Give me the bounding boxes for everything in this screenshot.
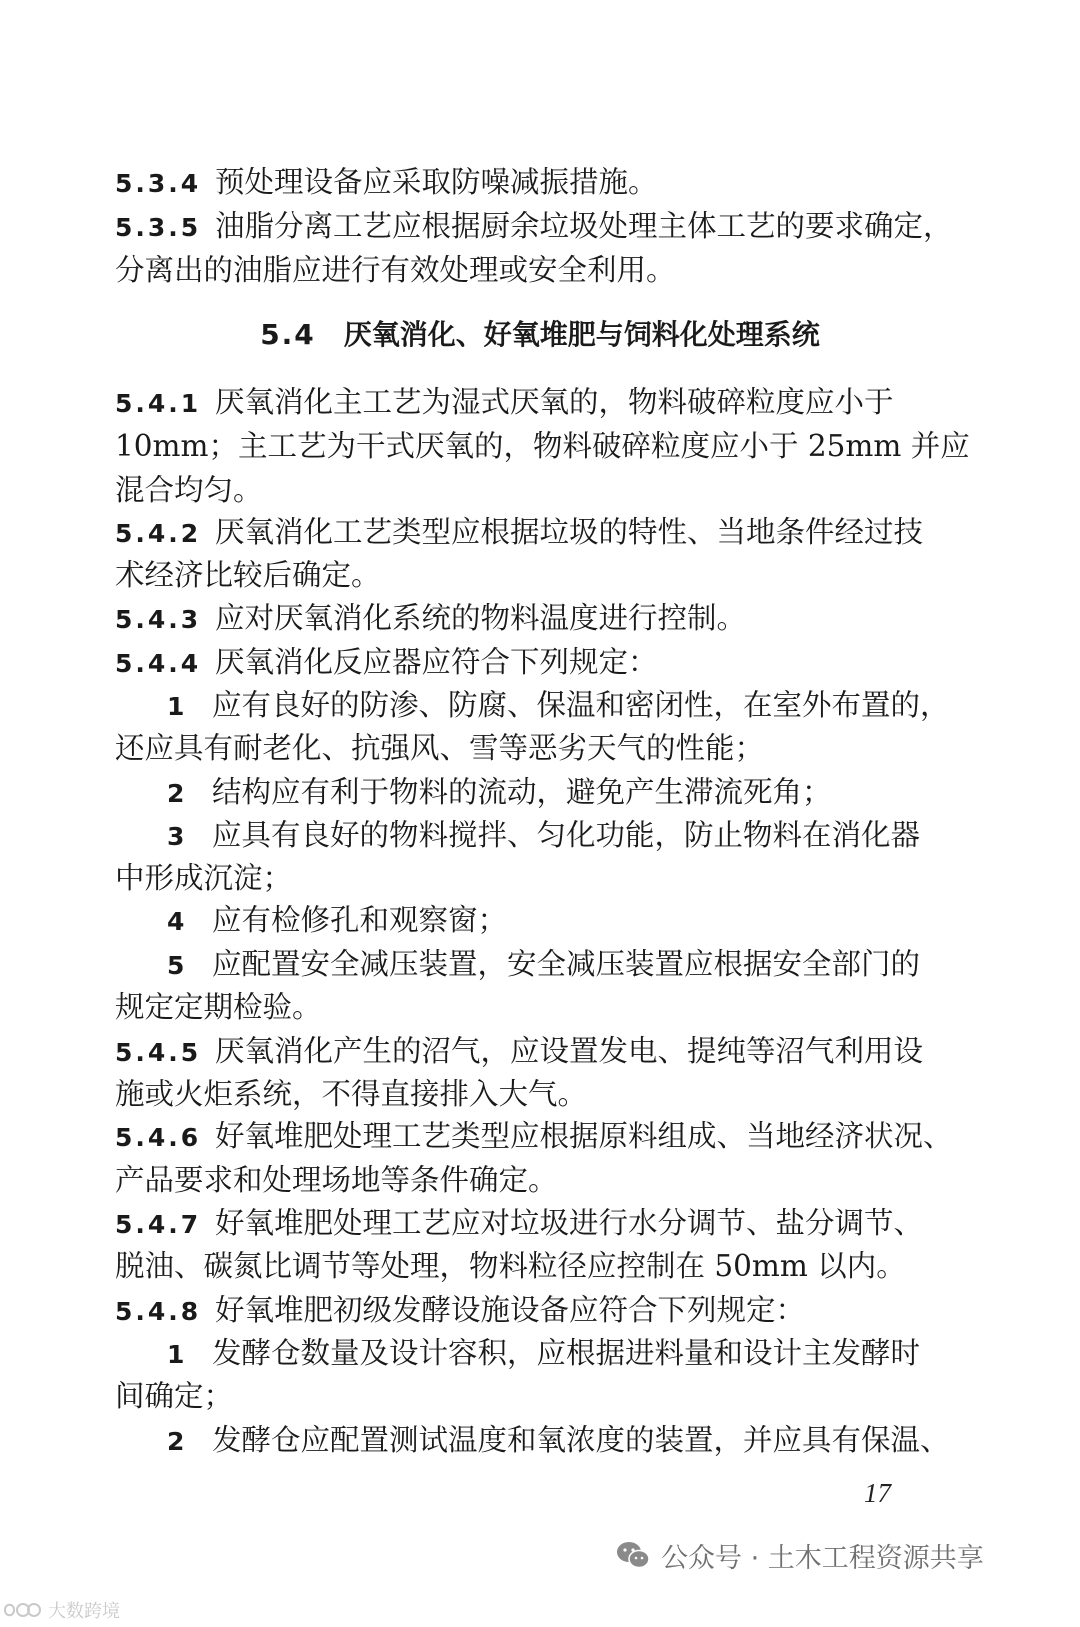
clause-number: 5.3.4	[115, 169, 202, 198]
item-text: 发酵仓应配置测试温度和氧浓度的装置，并应具有保温、	[212, 1423, 950, 1457]
list-item	[167, 942, 1007, 988]
clause-number: 5.3.5	[115, 213, 202, 242]
clause-5-4-6	[115, 1114, 955, 1160]
list-item	[167, 770, 1007, 816]
clause-5-4-7	[115, 1201, 955, 1247]
item-number: 1	[167, 692, 185, 721]
clause-text: 好氧堆肥处理工艺类型应根据原料组成、当地经济状况、	[215, 1119, 953, 1153]
item-number: 2	[167, 779, 185, 808]
wechat-icon	[615, 1540, 651, 1570]
clause-text: 好氧堆肥处理工艺应对垃圾进行水分调节、盐分调节、	[215, 1206, 924, 1240]
clause-5-4-7-cont: 脱油、碳氮比调节等处理，物料粒径应控制在 50mm 以内。	[115, 1249, 906, 1283]
clause-number: 5.4.2	[115, 519, 202, 548]
clause-text: 厌氧消化主工艺为湿式厌氧的，物料破碎粒度应小于	[215, 385, 894, 419]
clause-5-4-8	[115, 1288, 955, 1334]
item-number: 2	[167, 1427, 185, 1456]
list-item	[167, 683, 1007, 729]
item-number: 4	[167, 907, 185, 936]
clause-number: 5.4.7	[115, 1210, 202, 1239]
brand-logo-icon	[2, 1599, 42, 1621]
list-item-cont: 还应具有耐老化、抗强风、雪等恶劣天气的性能；	[115, 731, 765, 765]
list-item	[167, 1418, 1007, 1464]
item-text: 发酵仓数量及设计容积，应根据进料量和设计主发酵时	[212, 1336, 921, 1370]
clause-5-4-4	[115, 640, 955, 686]
list-item	[167, 813, 1007, 859]
item-text: 结构应有利于物料的流动，避免产生滞流死角；	[212, 775, 832, 809]
item-number: 1	[167, 1340, 185, 1369]
section-heading	[0, 313, 1080, 357]
item-text: 应有检修孔和观察窗；	[212, 903, 508, 937]
clause-number: 5.4.8	[115, 1297, 202, 1326]
watermark-text: 大数跨境	[48, 1601, 120, 1622]
list-item-cont: 间确定；	[115, 1379, 234, 1413]
list-item-cont: 中形成沉淀；	[115, 861, 293, 895]
clause-text: 油脂分离工艺应根据厨余垃圾处理主体工艺的要求确定，	[215, 209, 953, 243]
section-number: 5.4	[260, 318, 316, 351]
watermark-text: 公众号 · 土木工程资源共享	[661, 1542, 984, 1574]
clause-text: 应对厌氧消化系统的物料温度进行控制。	[215, 601, 747, 635]
clause-5-4-1-cont2: 混合均匀。	[115, 473, 263, 507]
clause-5-4-2-cont: 术经济比较后确定。	[115, 558, 381, 592]
watermark-wechat	[615, 1535, 984, 1575]
clause-5-4-6-cont: 产品要求和处理场地等条件确定。	[115, 1163, 558, 1197]
clause-text: 厌氧消化工艺类型应根据垃圾的特性、当地条件经过技	[215, 515, 924, 549]
clause-5-4-1	[115, 380, 955, 426]
clause-5-4-2	[115, 510, 955, 556]
list-item	[167, 898, 1007, 944]
clause-5-4-5-cont: 施或火炬系统，不得直接排入大气。	[115, 1077, 588, 1111]
clause-text: 厌氧消化反应器应符合下列规定：	[215, 645, 658, 679]
item-number: 3	[167, 822, 185, 851]
clause-5-3-5	[115, 204, 955, 250]
item-number: 5	[167, 951, 185, 980]
watermark-brand	[2, 1597, 120, 1623]
clause-5-4-3	[115, 596, 955, 642]
section-title: 厌氧消化、好氧堆肥与饲料化处理系统	[343, 318, 820, 351]
list-item-cont: 规定定期检验。	[115, 990, 322, 1024]
item-text: 应具有良好的物料搅拌、匀化功能，防止物料在消化器	[212, 818, 921, 852]
clause-text: 好氧堆肥初级发酵设施设备应符合下列规定：	[215, 1293, 806, 1327]
clause-5-4-5	[115, 1029, 955, 1075]
clause-5-3-5-cont: 分离出的油脂应进行有效处理或安全利用。	[115, 253, 676, 287]
page-number: 17	[864, 1478, 891, 1508]
clause-5-3-4	[115, 160, 955, 206]
item-text: 应有良好的防渗、防腐、保温和密闭性，在室外布置的，	[212, 688, 950, 722]
clause-text: 厌氧消化产生的沼气，应设置发电、提纯等沼气利用设	[215, 1034, 924, 1068]
clause-number: 5.4.4	[115, 649, 202, 678]
clause-text: 预处理设备应采取防噪减振措施。	[215, 165, 658, 199]
list-item	[167, 1331, 1007, 1377]
clause-5-4-1-cont: 10mm；主工艺为干式厌氧的，物料破碎粒度应小于 25mm 并应	[115, 429, 970, 463]
clause-number: 5.4.3	[115, 605, 202, 634]
item-text: 应配置安全减压装置，安全减压装置应根据安全部门的	[212, 947, 921, 981]
clause-number: 5.4.1	[115, 389, 202, 418]
clause-number: 5.4.5	[115, 1038, 202, 1067]
clause-number: 5.4.6	[115, 1123, 202, 1152]
